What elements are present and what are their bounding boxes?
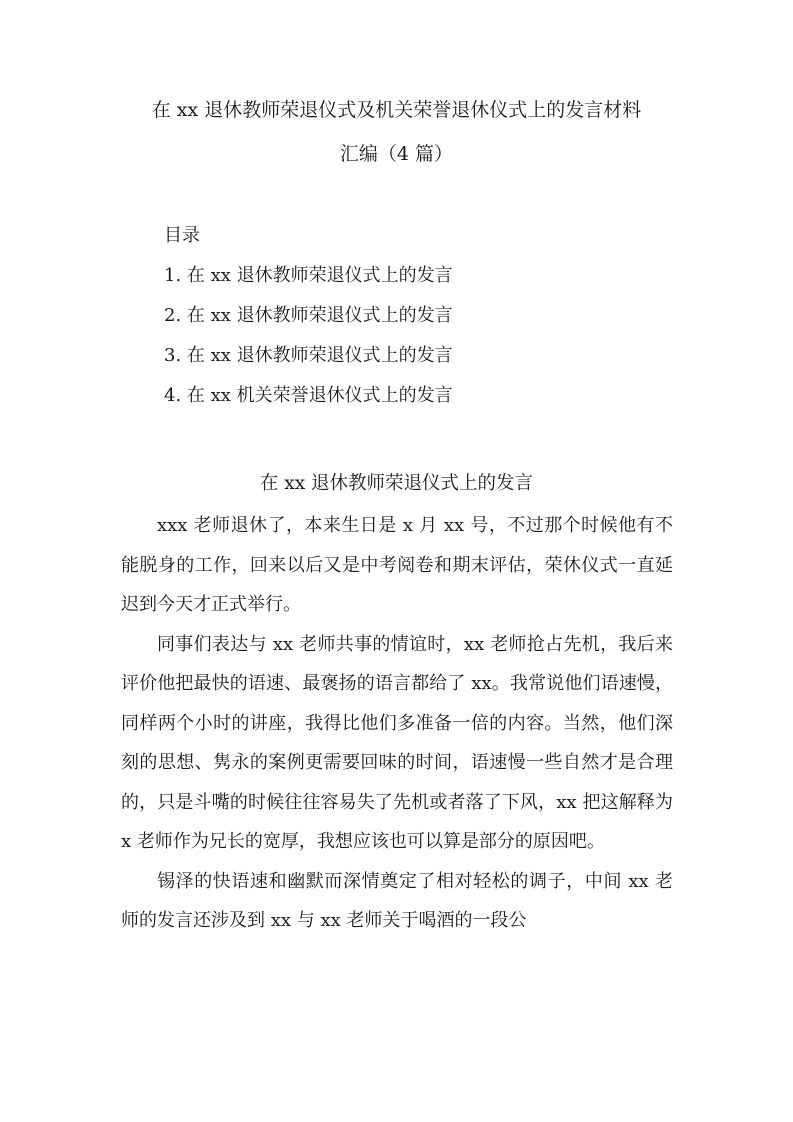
toc-heading: 目录 [164, 225, 200, 246]
paragraph-3: 锡泽的快语速和幽默而深情奠定了相对轻松的调子，中间 xx 老师的发言还涉及到 xx 与 xx 老师关于喝酒的一段公 [121, 870, 673, 931]
toc-item-1: 1. 在 xx 退休教师荣退仪式上的发言 [164, 265, 453, 286]
paragraph-2: 同事们表达与 xx 老师共事的情谊时，xx 老师抢占先机，我后来评价他把最快的语速、最褒扬的语言都给了 xx。我常说他们语速慢，同样两个小时的讲座，我得比他们多准备一倍的内容。当然，他们深刻的思想、隽永的案例更需要回味的时间，语速慢一些自然才是合理的，只是斗嘴的时候往往容易失了先机或者落了下风，xx 把这解释为 x 老师作为兄长的宽厚，我想应该也可以算是部分的原因吧。 [121, 633, 673, 852]
toc-item-3: 3. 在 xx 退休教师荣退仪式上的发言 [164, 345, 453, 366]
section-body [121, 506, 673, 941]
paragraph-1: xxx 老师退休了，本来生日是 x 月 xx 号，不过那个时候他有不能脱身的工作，回来以后又是中考阅卷和期末评估，荣休仪式一直延迟到今天才正式举行。 [121, 515, 673, 615]
toc-item-4: 4. 在 xx 机关荣誉退休仪式上的发言 [164, 385, 453, 406]
toc-item-2: 2. 在 xx 退休教师荣退仪式上的发言 [164, 305, 453, 326]
section-title: 在 xx 退休教师荣退仪式上的发言 [259, 473, 534, 494]
document-title-line-2: 汇编（4 篇） [339, 143, 454, 165]
document-title-line-1: 在 xx 退休教师荣退仪式及机关荣誉退休仪式上的发言材料 [151, 99, 642, 121]
table-of-contents [164, 216, 664, 416]
